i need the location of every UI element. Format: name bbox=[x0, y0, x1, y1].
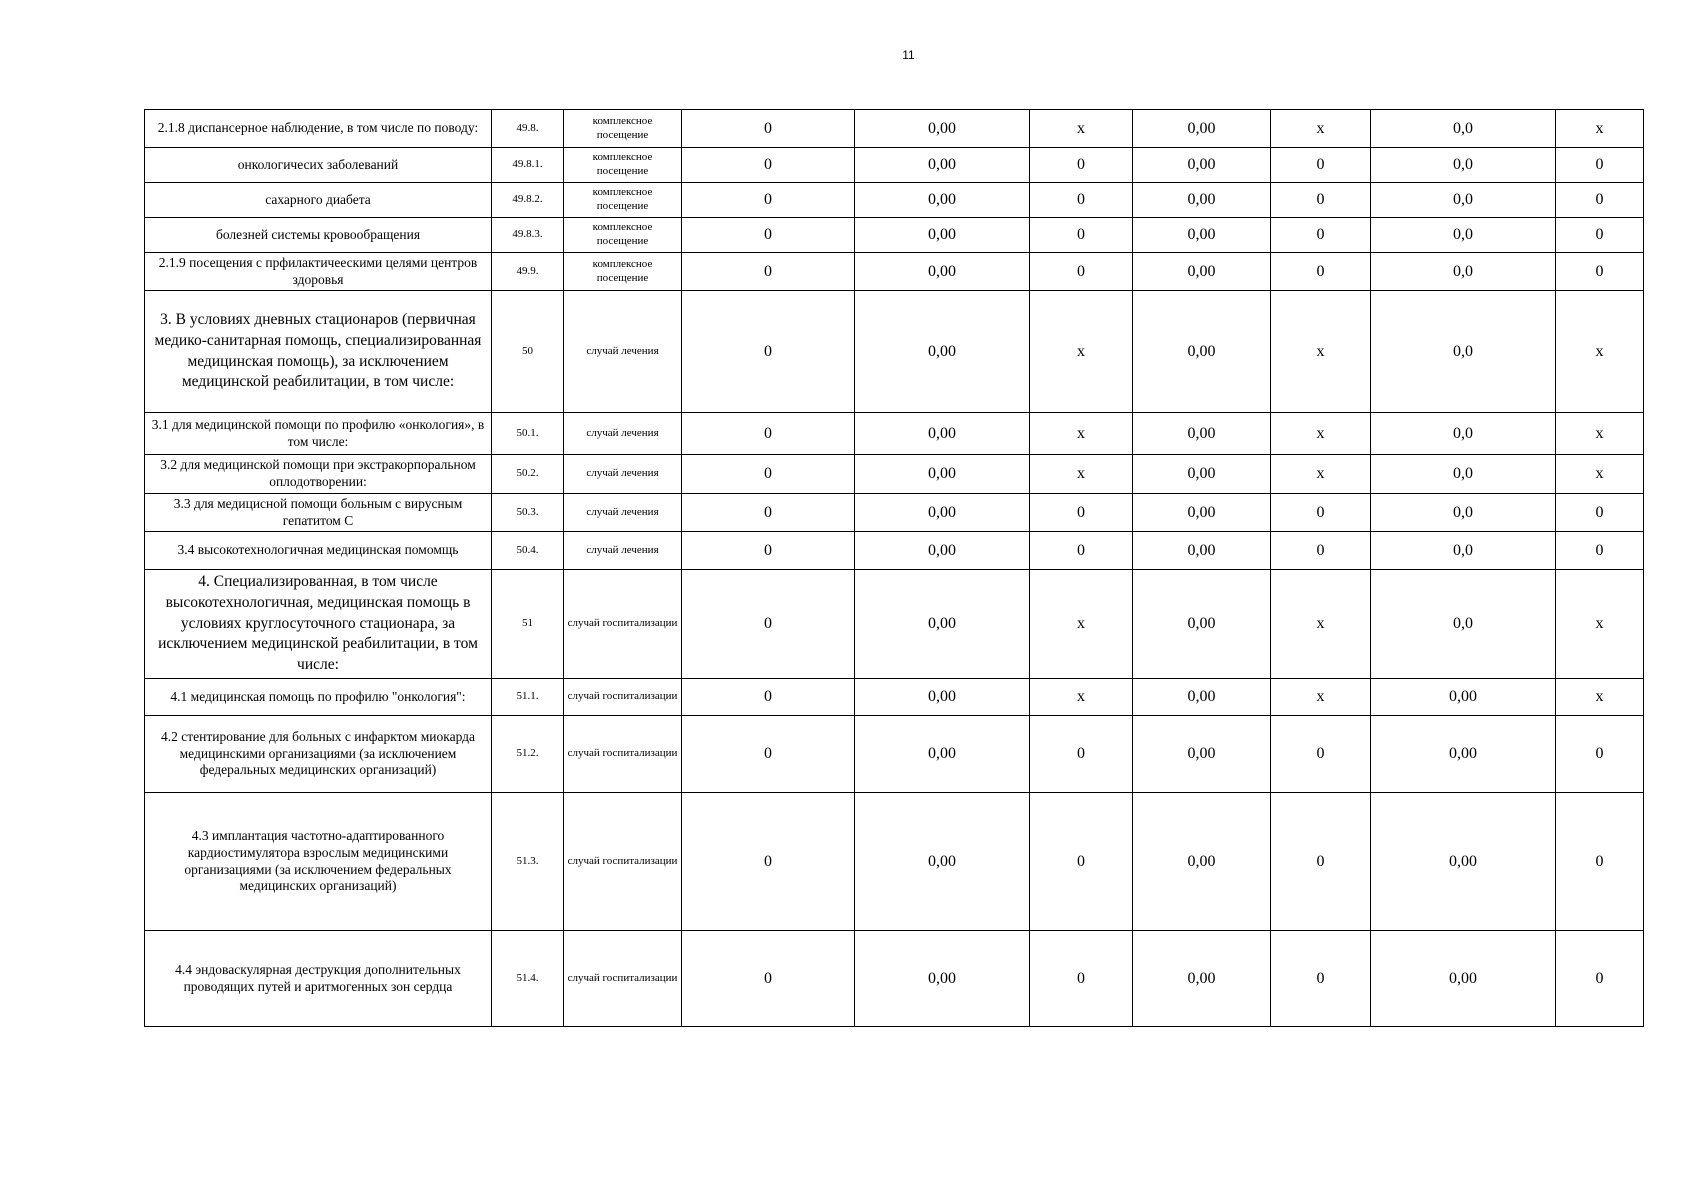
value-cell-6: 0,0 bbox=[1371, 291, 1556, 413]
unit-cell: комплексное посещение bbox=[564, 183, 682, 218]
value-cell-7: 0 bbox=[1556, 793, 1644, 931]
row-code-cell: 49.8.2. bbox=[492, 183, 564, 218]
table-row bbox=[145, 253, 1644, 291]
row-name-cell: 3.4 высокотехнологичная медицинская помомщь bbox=[145, 532, 492, 570]
value-cell-6: 0,0 bbox=[1371, 455, 1556, 494]
value-cell-2: 0,00 bbox=[855, 793, 1030, 931]
row-name-cell: 3.2 для медицинской помощи при экстракорпоральном оплодотворении: bbox=[145, 455, 492, 494]
value-cell-4: 0,00 bbox=[1133, 455, 1271, 494]
value-cell-5: 0 bbox=[1271, 494, 1371, 532]
table-row bbox=[145, 494, 1644, 532]
value-cell-1: 0 bbox=[682, 183, 855, 218]
value-cell-1: 0 bbox=[682, 494, 855, 532]
table-row bbox=[145, 716, 1644, 793]
row-code-cell: 51.3. bbox=[492, 793, 564, 931]
value-cell-7: х bbox=[1556, 110, 1644, 148]
row-code-cell: 50.1. bbox=[492, 413, 564, 455]
value-cell-2: 0,00 bbox=[855, 455, 1030, 494]
value-cell-5: х bbox=[1271, 413, 1371, 455]
unit-cell: случай лечения bbox=[564, 532, 682, 570]
value-cell-5: х bbox=[1271, 679, 1371, 716]
value-cell-7: х bbox=[1556, 291, 1644, 413]
value-cell-3: х bbox=[1030, 110, 1133, 148]
value-cell-5: 0 bbox=[1271, 148, 1371, 183]
value-cell-2: 0,00 bbox=[855, 931, 1030, 1027]
value-cell-3: 0 bbox=[1030, 716, 1133, 793]
value-cell-2: 0,00 bbox=[855, 148, 1030, 183]
table-row bbox=[145, 291, 1644, 413]
value-cell-1: 0 bbox=[682, 253, 855, 291]
value-cell-4: 0,00 bbox=[1133, 183, 1271, 218]
value-cell-1: 0 bbox=[682, 931, 855, 1027]
value-cell-4: 0,00 bbox=[1133, 793, 1271, 931]
row-code-cell: 50.3. bbox=[492, 494, 564, 532]
row-code-cell: 49.8.1. bbox=[492, 148, 564, 183]
table-row bbox=[145, 413, 1644, 455]
value-cell-1: 0 bbox=[682, 291, 855, 413]
unit-cell: случай госпитализации bbox=[564, 793, 682, 931]
value-cell-1: 0 bbox=[682, 716, 855, 793]
unit-cell: случай госпитализации bbox=[564, 570, 682, 679]
value-cell-7: 0 bbox=[1556, 218, 1644, 253]
value-cell-7: 0 bbox=[1556, 148, 1644, 183]
row-code-cell: 50 bbox=[492, 291, 564, 413]
value-cell-6: 0,0 bbox=[1371, 148, 1556, 183]
value-cell-4: 0,00 bbox=[1133, 716, 1271, 793]
value-cell-1: 0 bbox=[682, 455, 855, 494]
value-cell-2: 0,00 bbox=[855, 253, 1030, 291]
table-row bbox=[145, 110, 1644, 148]
value-cell-1: 0 bbox=[682, 413, 855, 455]
value-cell-3: 0 bbox=[1030, 532, 1133, 570]
value-cell-6: 0,0 bbox=[1371, 183, 1556, 218]
table-row bbox=[145, 931, 1644, 1027]
row-name-cell: 2.1.8 диспансерное наблюдение, в том числе по поводу: bbox=[145, 110, 492, 148]
value-cell-2: 0,00 bbox=[855, 532, 1030, 570]
page-number: 11 bbox=[902, 48, 915, 62]
row-name-cell: 3.1 для медицинской помощи по профилю «онкология», в том числе: bbox=[145, 413, 492, 455]
row-code-cell: 51.4. bbox=[492, 931, 564, 1027]
value-cell-6: 0,00 bbox=[1371, 679, 1556, 716]
value-cell-6: 0,00 bbox=[1371, 716, 1556, 793]
value-cell-5: 0 bbox=[1271, 931, 1371, 1027]
row-name-cell: 4.2 стентирование для больных с инфарктом миокарда медицинскими организациями (за исключением федеральных медицинских организаций) bbox=[145, 716, 492, 793]
value-cell-5: 0 bbox=[1271, 218, 1371, 253]
value-cell-4: 0,00 bbox=[1133, 494, 1271, 532]
value-cell-6: 0,00 bbox=[1371, 793, 1556, 931]
row-code-cell: 51.2. bbox=[492, 716, 564, 793]
table-row bbox=[145, 570, 1644, 679]
value-cell-7: 0 bbox=[1556, 183, 1644, 218]
value-cell-1: 0 bbox=[682, 218, 855, 253]
row-code-cell: 51.1. bbox=[492, 679, 564, 716]
value-cell-7: 0 bbox=[1556, 253, 1644, 291]
value-cell-3: 0 bbox=[1030, 931, 1133, 1027]
value-cell-6: 0,0 bbox=[1371, 570, 1556, 679]
row-code-cell: 49.8.3. bbox=[492, 218, 564, 253]
value-cell-7: 0 bbox=[1556, 931, 1644, 1027]
value-cell-4: 0,00 bbox=[1133, 253, 1271, 291]
row-name-cell: сахарного диабета bbox=[145, 183, 492, 218]
value-cell-2: 0,00 bbox=[855, 716, 1030, 793]
value-cell-2: 0,00 bbox=[855, 291, 1030, 413]
value-cell-3: 0 bbox=[1030, 148, 1133, 183]
value-cell-4: 0,00 bbox=[1133, 110, 1271, 148]
row-name-cell: 4.1 медицинская помощь по профилю "онкология": bbox=[145, 679, 492, 716]
value-cell-5: 0 bbox=[1271, 716, 1371, 793]
table-row bbox=[145, 793, 1644, 931]
value-cell-5: х bbox=[1271, 570, 1371, 679]
row-name-cell: онкологичесих заболеваний bbox=[145, 148, 492, 183]
value-cell-5: 0 bbox=[1271, 532, 1371, 570]
value-cell-3: 0 bbox=[1030, 253, 1133, 291]
value-cell-5: 0 bbox=[1271, 253, 1371, 291]
row-code-cell: 49.8. bbox=[492, 110, 564, 148]
value-cell-7: х bbox=[1556, 455, 1644, 494]
value-cell-1: 0 bbox=[682, 793, 855, 931]
unit-cell: комплексное посещение bbox=[564, 253, 682, 291]
value-cell-2: 0,00 bbox=[855, 183, 1030, 218]
value-cell-3: х bbox=[1030, 291, 1133, 413]
row-name-cell: 4.4 эндоваскулярная деструкция дополнительных проводящих путей и аритмогенных зон сердца bbox=[145, 931, 492, 1027]
value-cell-4: 0,00 bbox=[1133, 413, 1271, 455]
value-cell-4: 0,00 bbox=[1133, 532, 1271, 570]
row-name-cell: 3. В условиях дневных стационаров (первичная медико-санитарная помощь, специализированная медицинская помощь), за исключением медицинской реабилитации, в том числе: bbox=[145, 291, 492, 413]
value-cell-6: 0,0 bbox=[1371, 494, 1556, 532]
unit-cell: случай лечения bbox=[564, 455, 682, 494]
value-cell-1: 0 bbox=[682, 679, 855, 716]
unit-cell: случай лечения bbox=[564, 413, 682, 455]
value-cell-3: х bbox=[1030, 455, 1133, 494]
value-cell-3: х bbox=[1030, 570, 1133, 679]
value-cell-6: 0,0 bbox=[1371, 532, 1556, 570]
row-code-cell: 50.2. bbox=[492, 455, 564, 494]
unit-cell: случай госпитализации bbox=[564, 679, 682, 716]
value-cell-2: 0,00 bbox=[855, 679, 1030, 716]
table-body bbox=[145, 110, 1644, 1027]
value-cell-3: х bbox=[1030, 413, 1133, 455]
row-code-cell: 49.9. bbox=[492, 253, 564, 291]
value-cell-1: 0 bbox=[682, 148, 855, 183]
value-cell-1: 0 bbox=[682, 110, 855, 148]
value-cell-7: х bbox=[1556, 413, 1644, 455]
unit-cell: случай госпитализации bbox=[564, 931, 682, 1027]
row-name-cell: 4.3 имплантация частотно-адаптированного кардиостимулятора взрослым медицинскими организациями (за исключением федеральных медицинских организаций) bbox=[145, 793, 492, 931]
value-cell-7: 0 bbox=[1556, 494, 1644, 532]
value-cell-4: 0,00 bbox=[1133, 291, 1271, 413]
value-cell-6: 0,0 bbox=[1371, 218, 1556, 253]
data-table bbox=[144, 109, 1644, 1027]
row-name-cell: болезней системы кровообращения bbox=[145, 218, 492, 253]
value-cell-2: 0,00 bbox=[855, 218, 1030, 253]
value-cell-6: 0,0 bbox=[1371, 413, 1556, 455]
unit-cell: комплексное посещение bbox=[564, 148, 682, 183]
value-cell-4: 0,00 bbox=[1133, 570, 1271, 679]
unit-cell: случай лечения bbox=[564, 494, 682, 532]
row-name-cell: 3.3 для медицисной помощи больным с вирусным гепатитом С bbox=[145, 494, 492, 532]
value-cell-2: 0,00 bbox=[855, 110, 1030, 148]
value-cell-5: х bbox=[1271, 291, 1371, 413]
value-cell-2: 0,00 bbox=[855, 570, 1030, 679]
value-cell-5: 0 bbox=[1271, 793, 1371, 931]
value-cell-4: 0,00 bbox=[1133, 931, 1271, 1027]
value-cell-4: 0,00 bbox=[1133, 218, 1271, 253]
unit-cell: случай лечения bbox=[564, 291, 682, 413]
value-cell-2: 0,00 bbox=[855, 413, 1030, 455]
value-cell-7: 0 bbox=[1556, 532, 1644, 570]
value-cell-3: 0 bbox=[1030, 183, 1133, 218]
value-cell-1: 0 bbox=[682, 570, 855, 679]
table-row bbox=[145, 148, 1644, 183]
value-cell-5: 0 bbox=[1271, 183, 1371, 218]
table-row bbox=[145, 679, 1644, 716]
unit-cell: комплексное посещение bbox=[564, 218, 682, 253]
value-cell-7: 0 bbox=[1556, 716, 1644, 793]
table-row bbox=[145, 218, 1644, 253]
value-cell-1: 0 bbox=[682, 532, 855, 570]
table-row bbox=[145, 183, 1644, 218]
unit-cell: случай госпитализации bbox=[564, 716, 682, 793]
row-name-cell: 2.1.9 посещения с прфилактичеескими целями центров здоровья bbox=[145, 253, 492, 291]
row-code-cell: 50.4. bbox=[492, 532, 564, 570]
value-cell-6: 0,0 bbox=[1371, 253, 1556, 291]
value-cell-3: 0 bbox=[1030, 494, 1133, 532]
value-cell-3: х bbox=[1030, 679, 1133, 716]
value-cell-6: 0,0 bbox=[1371, 110, 1556, 148]
value-cell-4: 0,00 bbox=[1133, 679, 1271, 716]
row-code-cell: 51 bbox=[492, 570, 564, 679]
row-name-cell: 4. Специализированная, в том числе высокотехнологичная, медицинская помощь в условиях круглосуточного стационара, за исключением медицинской реабилитации, в том числе: bbox=[145, 570, 492, 679]
table-row bbox=[145, 532, 1644, 570]
value-cell-3: 0 bbox=[1030, 793, 1133, 931]
value-cell-7: х bbox=[1556, 570, 1644, 679]
value-cell-4: 0,00 bbox=[1133, 148, 1271, 183]
unit-cell: комплексное посещение bbox=[564, 110, 682, 148]
value-cell-3: 0 bbox=[1030, 218, 1133, 253]
table-row bbox=[145, 455, 1644, 494]
value-cell-5: х bbox=[1271, 455, 1371, 494]
value-cell-6: 0,00 bbox=[1371, 931, 1556, 1027]
value-cell-5: х bbox=[1271, 110, 1371, 148]
value-cell-7: х bbox=[1556, 679, 1644, 716]
value-cell-2: 0,00 bbox=[855, 494, 1030, 532]
